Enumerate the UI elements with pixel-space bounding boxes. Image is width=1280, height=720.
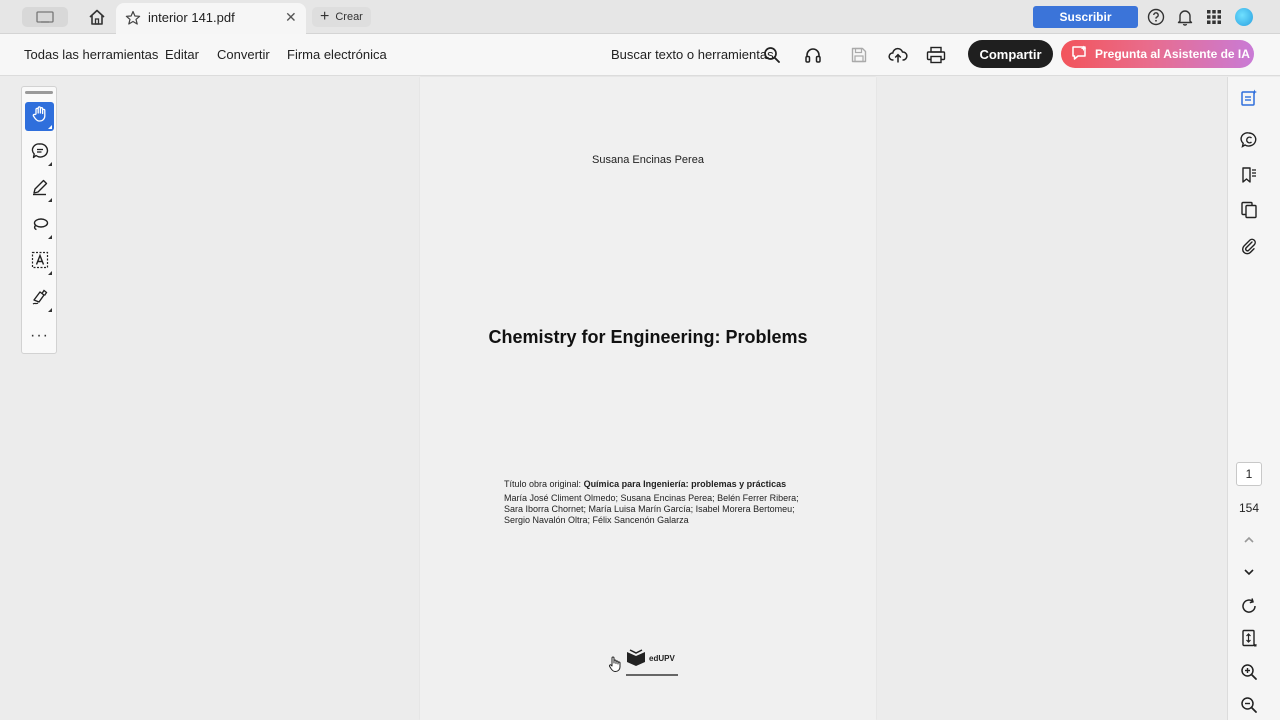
sign-icon — [31, 288, 49, 311]
tab-bar — [0, 0, 1280, 34]
toolbar — [0, 34, 1280, 76]
page-author: Susana Encinas Perea — [592, 154, 704, 166]
chevron-up-icon[interactable] — [1238, 529, 1260, 551]
publisher-name: edUPV — [649, 653, 675, 663]
document-tab[interactable] — [116, 3, 306, 34]
hand-tool-button[interactable] — [25, 102, 54, 131]
ai-assistant-icon — [1071, 45, 1089, 64]
zoom-in-icon[interactable] — [1238, 661, 1260, 683]
share-button[interactable]: Compartir — [968, 40, 1053, 68]
home-icon[interactable] — [86, 6, 108, 28]
original-title-block — [504, 479, 804, 526]
search-tools-label[interactable]: Buscar texto o herramientas — [611, 47, 774, 62]
search-icon[interactable] — [761, 44, 783, 66]
save-icon[interactable] — [848, 44, 870, 66]
menu-all-tools[interactable]: Todas las herramientas — [24, 47, 159, 62]
zoom-out-icon[interactable] — [1238, 694, 1260, 716]
hand-icon — [31, 105, 49, 128]
right-sidebar — [1227, 77, 1280, 720]
current-page-input[interactable]: 1 — [1236, 462, 1262, 486]
more-tools-button[interactable] — [25, 321, 54, 350]
lasso-tool-button[interactable] — [25, 212, 54, 241]
upload-cloud-icon[interactable] — [887, 44, 909, 66]
headphones-icon[interactable] — [802, 44, 824, 66]
menu-convert[interactable]: Convertir — [217, 47, 270, 62]
logo-underline — [626, 674, 678, 676]
text-select-icon — [31, 251, 49, 274]
new-tab-button[interactable] — [312, 7, 371, 27]
scroll-mode-icon[interactable] — [1238, 627, 1260, 649]
ai-panel-icon[interactable] — [1238, 87, 1260, 109]
left-tools-panel — [21, 86, 57, 354]
ai-assistant-button[interactable] — [1061, 40, 1254, 68]
sign-tool-button[interactable] — [25, 285, 54, 314]
comment-tool-button[interactable] — [25, 139, 54, 168]
pdf-page — [420, 77, 876, 720]
pen-icon — [31, 178, 49, 201]
subscribe-button[interactable]: Suscribir — [1033, 6, 1138, 28]
comments-icon[interactable] — [1238, 129, 1260, 151]
lasso-icon — [31, 215, 49, 238]
total-pages: 154 — [1238, 501, 1260, 515]
more-icon: ··· — [30, 326, 49, 344]
bookmarks-icon[interactable] — [1238, 164, 1260, 186]
menu-e-sign[interactable]: Firma electrónica — [287, 47, 387, 62]
pen-tool-button[interactable] — [25, 175, 54, 204]
apps-icon[interactable] — [1204, 7, 1224, 27]
profile-icon[interactable] — [1235, 8, 1253, 26]
pages-icon[interactable] — [1238, 199, 1260, 221]
chevron-down-icon[interactable] — [1238, 561, 1260, 583]
rotate-icon[interactable] — [1238, 595, 1260, 617]
window-icon[interactable] — [22, 7, 68, 27]
original-title: Química para Ingeniería: problemas y prácticas — [583, 479, 787, 489]
original-title-label: Título obra original: — [504, 479, 582, 489]
hand-cursor-icon — [607, 655, 623, 678]
plus-icon: + — [320, 8, 330, 25]
star-icon[interactable] — [125, 10, 141, 31]
text-select-tool-button[interactable] — [25, 248, 54, 277]
bell-icon[interactable] — [1175, 7, 1195, 27]
panel-grip[interactable] — [25, 91, 53, 94]
ai-assistant-label: Pregunta al Asistente de IA — [1095, 47, 1250, 61]
help-icon[interactable] — [1146, 7, 1166, 27]
tab-title: interior 141.pdf — [148, 10, 235, 25]
attachment-icon[interactable] — [1238, 235, 1260, 257]
comment-icon — [31, 142, 49, 165]
new-tab-label: Crear — [335, 11, 363, 23]
close-icon[interactable]: ✕ — [285, 9, 297, 25]
print-icon[interactable] — [925, 44, 947, 66]
publisher-logo — [626, 649, 675, 667]
edupv-book-icon — [626, 649, 646, 667]
page-title: Chemistry for Engineering: Problems — [488, 327, 808, 347]
menu-edit[interactable]: Editar — [165, 47, 199, 62]
authors-list: María José Climent Olmedo; Susana Encinas Perea; Belén Ferrer Ribera; Sara Iborra Chornet; María Luisa Marín García; Isabel Morera Bertomeu; Sergio Navalón Oltra; Félix Sancenón Galarza — [504, 493, 799, 525]
